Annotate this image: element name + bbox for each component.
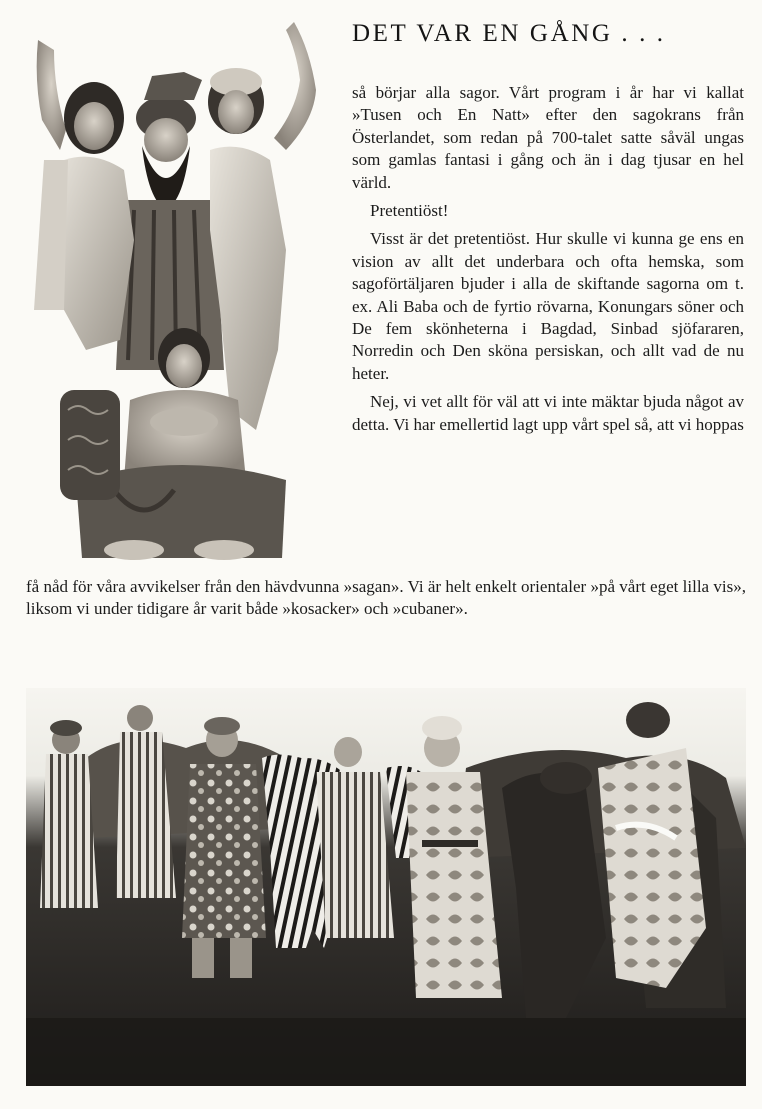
paragraph-continuation: få nåd för våra avvikelser från den hävdvunna »sagan». Vi är helt enkelt orientaler »på vårt eget lilla vis», liksom vi under tidigare år varit både »kosacker» och »cubaner». (26, 577, 746, 619)
troupe-photo (26, 688, 746, 1086)
paragraph-exclaim: Pretentiöst! (370, 201, 449, 221)
troupe-photo-illustration (26, 688, 746, 1086)
dancers-photo-illustration (24, 10, 342, 570)
article-column (352, 82, 744, 442)
paragraph-vision: Visst är det pretentiöst. Hur skulle vi kunna ge ens en vision av allt det underbara och ofta hemska, som sagoförtäljaren bjuder i alla de skiftande sagorna om t. ex. Ali Baba och de fyrtio rövarna, Konungars söner och De fem skönheterna i Bagdad, Sinbad sjöfararen, Norredin och Den sköna persiskan, och allt vad de nu heter. (352, 229, 744, 383)
paragraph-intro: så börjar alla sagor. Vårt program i år har vi kallat »Tusen och En Natt» efter den sagokrans från Österlandet, som redan på 700-talet satte såväl ungas som gamlas fantasi i gång och än i dag tjusar en hel värld. (352, 83, 744, 192)
paragraph-apology: Nej, vi vet allt för väl att vi inte mäktar bjuda något av detta. Vi har emellertid lagt upp vårt spel så, att vi hoppas (352, 392, 744, 434)
headline: DET VAR EN GÅNG . . . (352, 20, 666, 47)
dancers-photo (24, 10, 342, 570)
